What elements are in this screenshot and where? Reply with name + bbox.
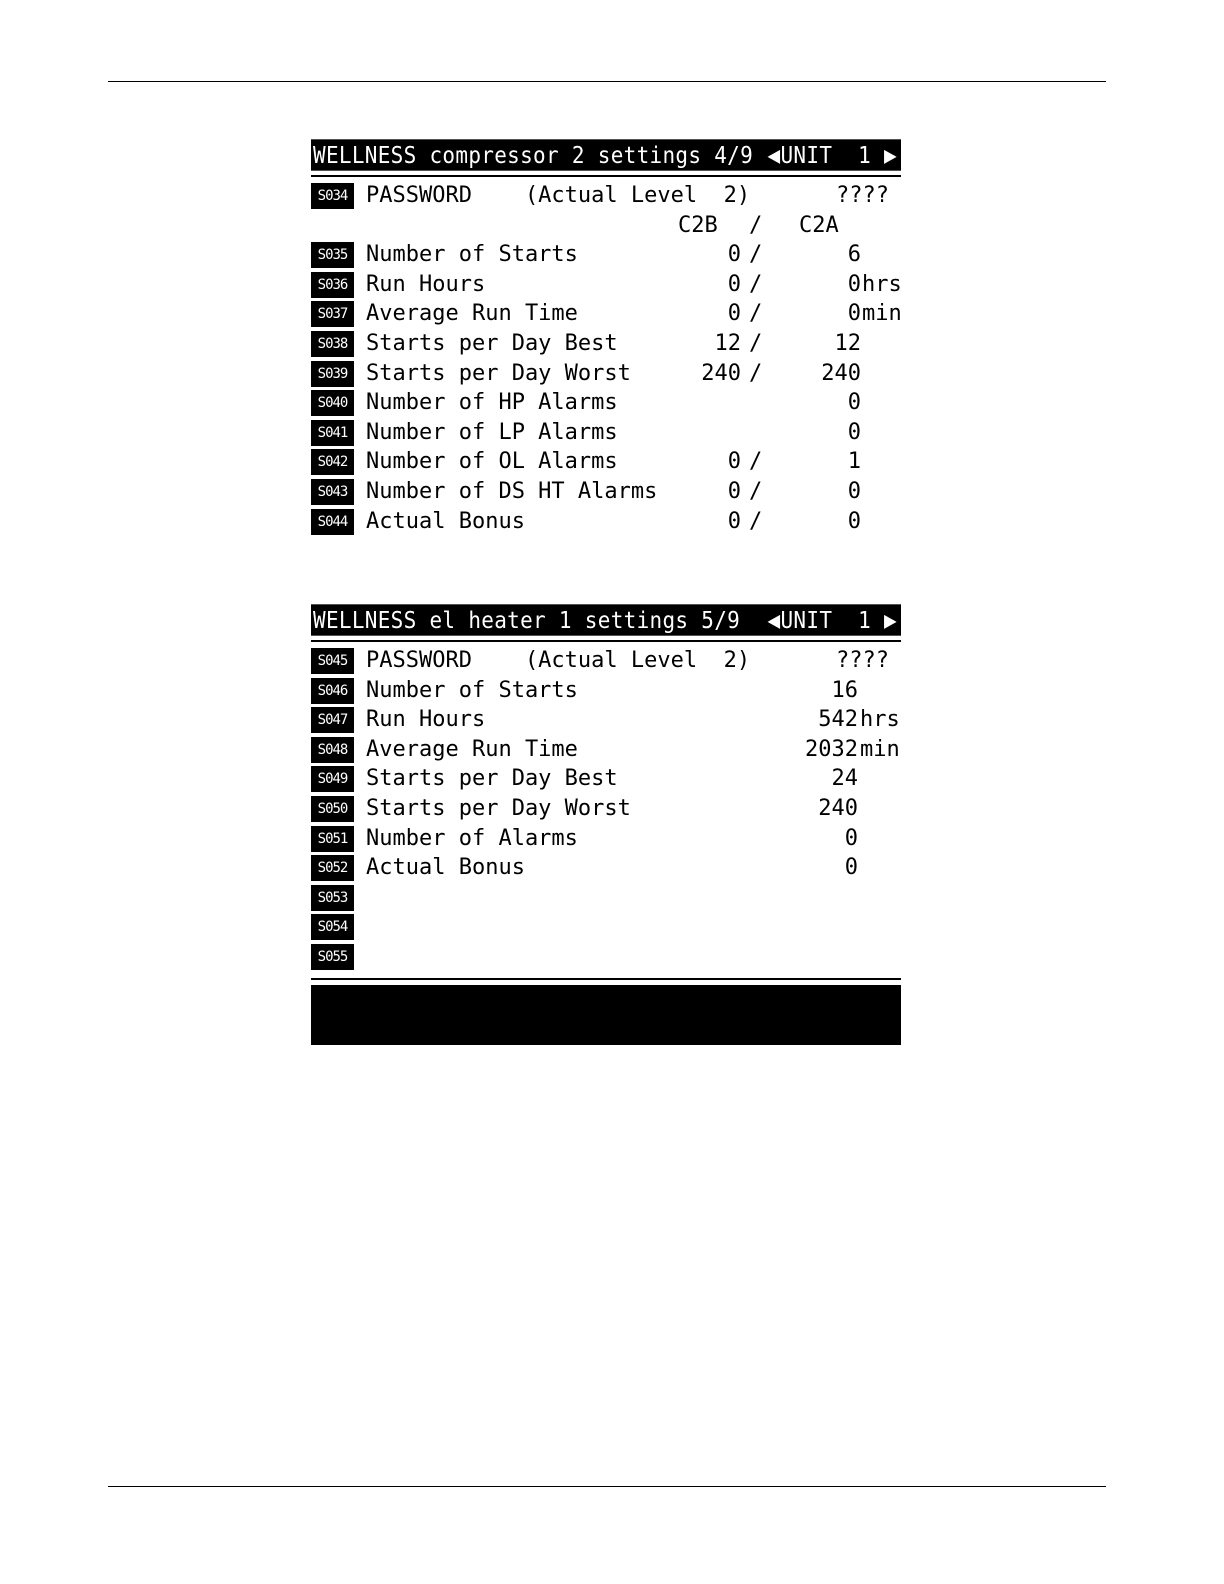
param-row[interactable] bbox=[311, 824, 901, 854]
param-value: 0 bbox=[844, 825, 858, 851]
param-slash: / bbox=[749, 242, 763, 268]
param-row-password[interactable] bbox=[311, 181, 901, 211]
param-label: Number of DS HT Alarms bbox=[366, 478, 658, 504]
screen-header bbox=[311, 139, 901, 170]
param-code: S045 bbox=[311, 648, 354, 674]
column-c2a: C2A bbox=[799, 212, 839, 238]
param-value-c2a: 0 bbox=[847, 390, 861, 416]
param-value-c2a: 1 bbox=[847, 449, 861, 475]
param-row[interactable] bbox=[311, 359, 901, 389]
param-code: S037 bbox=[311, 301, 354, 327]
param-row[interactable] bbox=[311, 270, 901, 300]
param-row[interactable] bbox=[311, 853, 901, 883]
param-row[interactable] bbox=[311, 764, 901, 794]
param-code: S040 bbox=[311, 390, 354, 416]
param-slash: / bbox=[749, 449, 763, 475]
param-value-c2a: 0 bbox=[847, 301, 861, 327]
param-code: S041 bbox=[311, 420, 354, 446]
param-value-c2b: 0 bbox=[727, 508, 741, 534]
column-header bbox=[311, 211, 901, 241]
unit-label: UNIT 1 bbox=[780, 606, 872, 634]
param-value: 240 bbox=[818, 795, 858, 821]
parameter-list bbox=[311, 181, 901, 536]
param-row[interactable] bbox=[311, 705, 901, 735]
param-slash: / bbox=[749, 330, 763, 356]
compressor-settings-screen bbox=[311, 141, 901, 536]
param-code: S035 bbox=[311, 242, 354, 268]
header-divider bbox=[311, 175, 901, 177]
param-code: S042 bbox=[311, 449, 354, 475]
param-code: S055 bbox=[311, 944, 354, 970]
param-label: Actual Bonus bbox=[366, 855, 525, 881]
param-slash: / bbox=[749, 301, 763, 327]
param-value-c2b: 0 bbox=[727, 449, 741, 475]
param-value-c2a: 0 bbox=[847, 419, 861, 445]
param-code: S051 bbox=[311, 826, 354, 852]
top-rule bbox=[108, 81, 1106, 82]
param-value-c2a: 0 bbox=[847, 271, 861, 297]
param-label: Actual Bonus bbox=[366, 508, 525, 534]
param-value: 16 bbox=[831, 677, 858, 703]
param-slash: / bbox=[749, 360, 763, 386]
param-label: Starts per Day Best bbox=[366, 766, 618, 792]
param-value-c2a: 240 bbox=[821, 360, 861, 386]
param-row[interactable] bbox=[311, 912, 901, 942]
param-value: 542 bbox=[818, 707, 858, 733]
param-label: Number of HP Alarms bbox=[366, 390, 618, 416]
param-label: Run Hours bbox=[366, 707, 486, 733]
screen-title: WELLNESS compressor 2 settings 4/9 bbox=[313, 141, 754, 169]
param-row[interactable] bbox=[311, 418, 901, 448]
param-code: S046 bbox=[311, 678, 354, 704]
param-code: S038 bbox=[311, 331, 354, 357]
unit-prev-arrow-icon[interactable]: ◀ bbox=[767, 606, 781, 634]
param-row[interactable] bbox=[311, 942, 901, 972]
param-row[interactable] bbox=[311, 676, 901, 706]
param-row[interactable] bbox=[311, 329, 901, 359]
help-line-2: ↩then ⬍to change parameter ↩to confirm bbox=[313, 1132, 843, 1156]
screen-title: WELLNESS el heater 1 settings 5/9 bbox=[313, 606, 741, 634]
param-code: S048 bbox=[311, 737, 354, 763]
param-value: 24 bbox=[831, 766, 858, 792]
param-code: S047 bbox=[311, 707, 354, 733]
param-row-password[interactable] bbox=[311, 646, 901, 676]
param-row[interactable] bbox=[311, 507, 901, 537]
param-code: S044 bbox=[311, 509, 354, 535]
unit-next-arrow-icon[interactable]: ▶ bbox=[884, 606, 897, 634]
param-value-c2b: 12 bbox=[714, 330, 741, 356]
param-row[interactable] bbox=[311, 388, 901, 418]
param-value[interactable]: ???? bbox=[836, 183, 889, 208]
param-unit: min bbox=[860, 736, 900, 762]
param-label: Average Run Time bbox=[366, 736, 578, 762]
param-code: S052 bbox=[311, 855, 354, 881]
param-row[interactable] bbox=[311, 299, 901, 329]
param-row[interactable] bbox=[311, 735, 901, 765]
help-line-1: ◀▶for next/previous unit ↩⬍to select parameter bbox=[313, 1045, 891, 1069]
param-value-c2a: 0 bbox=[847, 508, 861, 534]
param-label: Starts per Day Worst bbox=[366, 795, 631, 821]
param-label: Run Hours bbox=[366, 271, 486, 297]
unit-prev-arrow-icon[interactable]: ◀ bbox=[767, 141, 781, 169]
param-label: Number of Starts bbox=[366, 242, 578, 268]
param-slash: / bbox=[749, 478, 763, 504]
unit-selector[interactable] bbox=[768, 139, 897, 170]
param-unit: hrs bbox=[862, 271, 902, 297]
param-row[interactable] bbox=[311, 794, 901, 824]
param-label: Starts per Day Worst bbox=[366, 360, 631, 386]
parameter-list bbox=[311, 646, 901, 972]
param-row[interactable] bbox=[311, 240, 901, 270]
param-slash: / bbox=[749, 271, 763, 297]
column-separator: / bbox=[749, 212, 763, 238]
footer-divider bbox=[311, 978, 901, 980]
param-code: S039 bbox=[311, 361, 354, 387]
param-value[interactable]: ???? bbox=[836, 648, 889, 673]
param-row[interactable] bbox=[311, 477, 901, 507]
param-code: S036 bbox=[311, 272, 354, 298]
param-value-c2a: 0 bbox=[847, 478, 861, 504]
param-value-c2b: 0 bbox=[727, 478, 741, 504]
param-label: Number of LP Alarms bbox=[366, 419, 618, 445]
param-label: PASSWORD (Actual Level 2) bbox=[366, 648, 751, 673]
param-value-c2b: 240 bbox=[701, 360, 741, 386]
param-value: 0 bbox=[844, 855, 858, 881]
param-unit: hrs bbox=[860, 707, 900, 733]
help-footer bbox=[311, 985, 901, 1156]
param-value-c2b: 0 bbox=[727, 301, 741, 327]
param-unit: min bbox=[862, 301, 902, 327]
param-value-c2b: 0 bbox=[727, 271, 741, 297]
param-value-c2a: 6 bbox=[847, 242, 861, 268]
param-label: Number of OL Alarms bbox=[366, 449, 618, 475]
param-code: S054 bbox=[311, 914, 354, 940]
param-label: PASSWORD (Actual Level 2) bbox=[366, 183, 751, 208]
param-label: Number of Alarms bbox=[366, 825, 578, 851]
param-value-c2a: 12 bbox=[834, 330, 861, 356]
param-code: S053 bbox=[311, 885, 354, 911]
param-label: Average Run Time bbox=[366, 301, 578, 327]
param-slash: / bbox=[749, 508, 763, 534]
bottom-rule bbox=[108, 1486, 1106, 1487]
header-divider bbox=[311, 640, 901, 642]
param-value-c2b: 0 bbox=[727, 242, 741, 268]
unit-label: UNIT 1 bbox=[780, 141, 872, 169]
param-label: Starts per Day Best bbox=[366, 330, 618, 356]
param-code: S043 bbox=[311, 479, 354, 505]
param-label: Number of Starts bbox=[366, 677, 578, 703]
unit-next-arrow-icon[interactable]: ▶ bbox=[884, 141, 897, 169]
param-code: S049 bbox=[311, 766, 354, 792]
param-row[interactable] bbox=[311, 883, 901, 913]
heater-settings-screen bbox=[311, 606, 901, 972]
unit-selector[interactable] bbox=[768, 604, 897, 635]
param-row[interactable] bbox=[311, 447, 901, 477]
param-code: S034 bbox=[311, 183, 354, 209]
param-code: S050 bbox=[311, 796, 354, 822]
screen-header bbox=[311, 604, 901, 635]
param-value: 2032 bbox=[805, 736, 858, 762]
column-c2b: C2B bbox=[678, 212, 718, 238]
